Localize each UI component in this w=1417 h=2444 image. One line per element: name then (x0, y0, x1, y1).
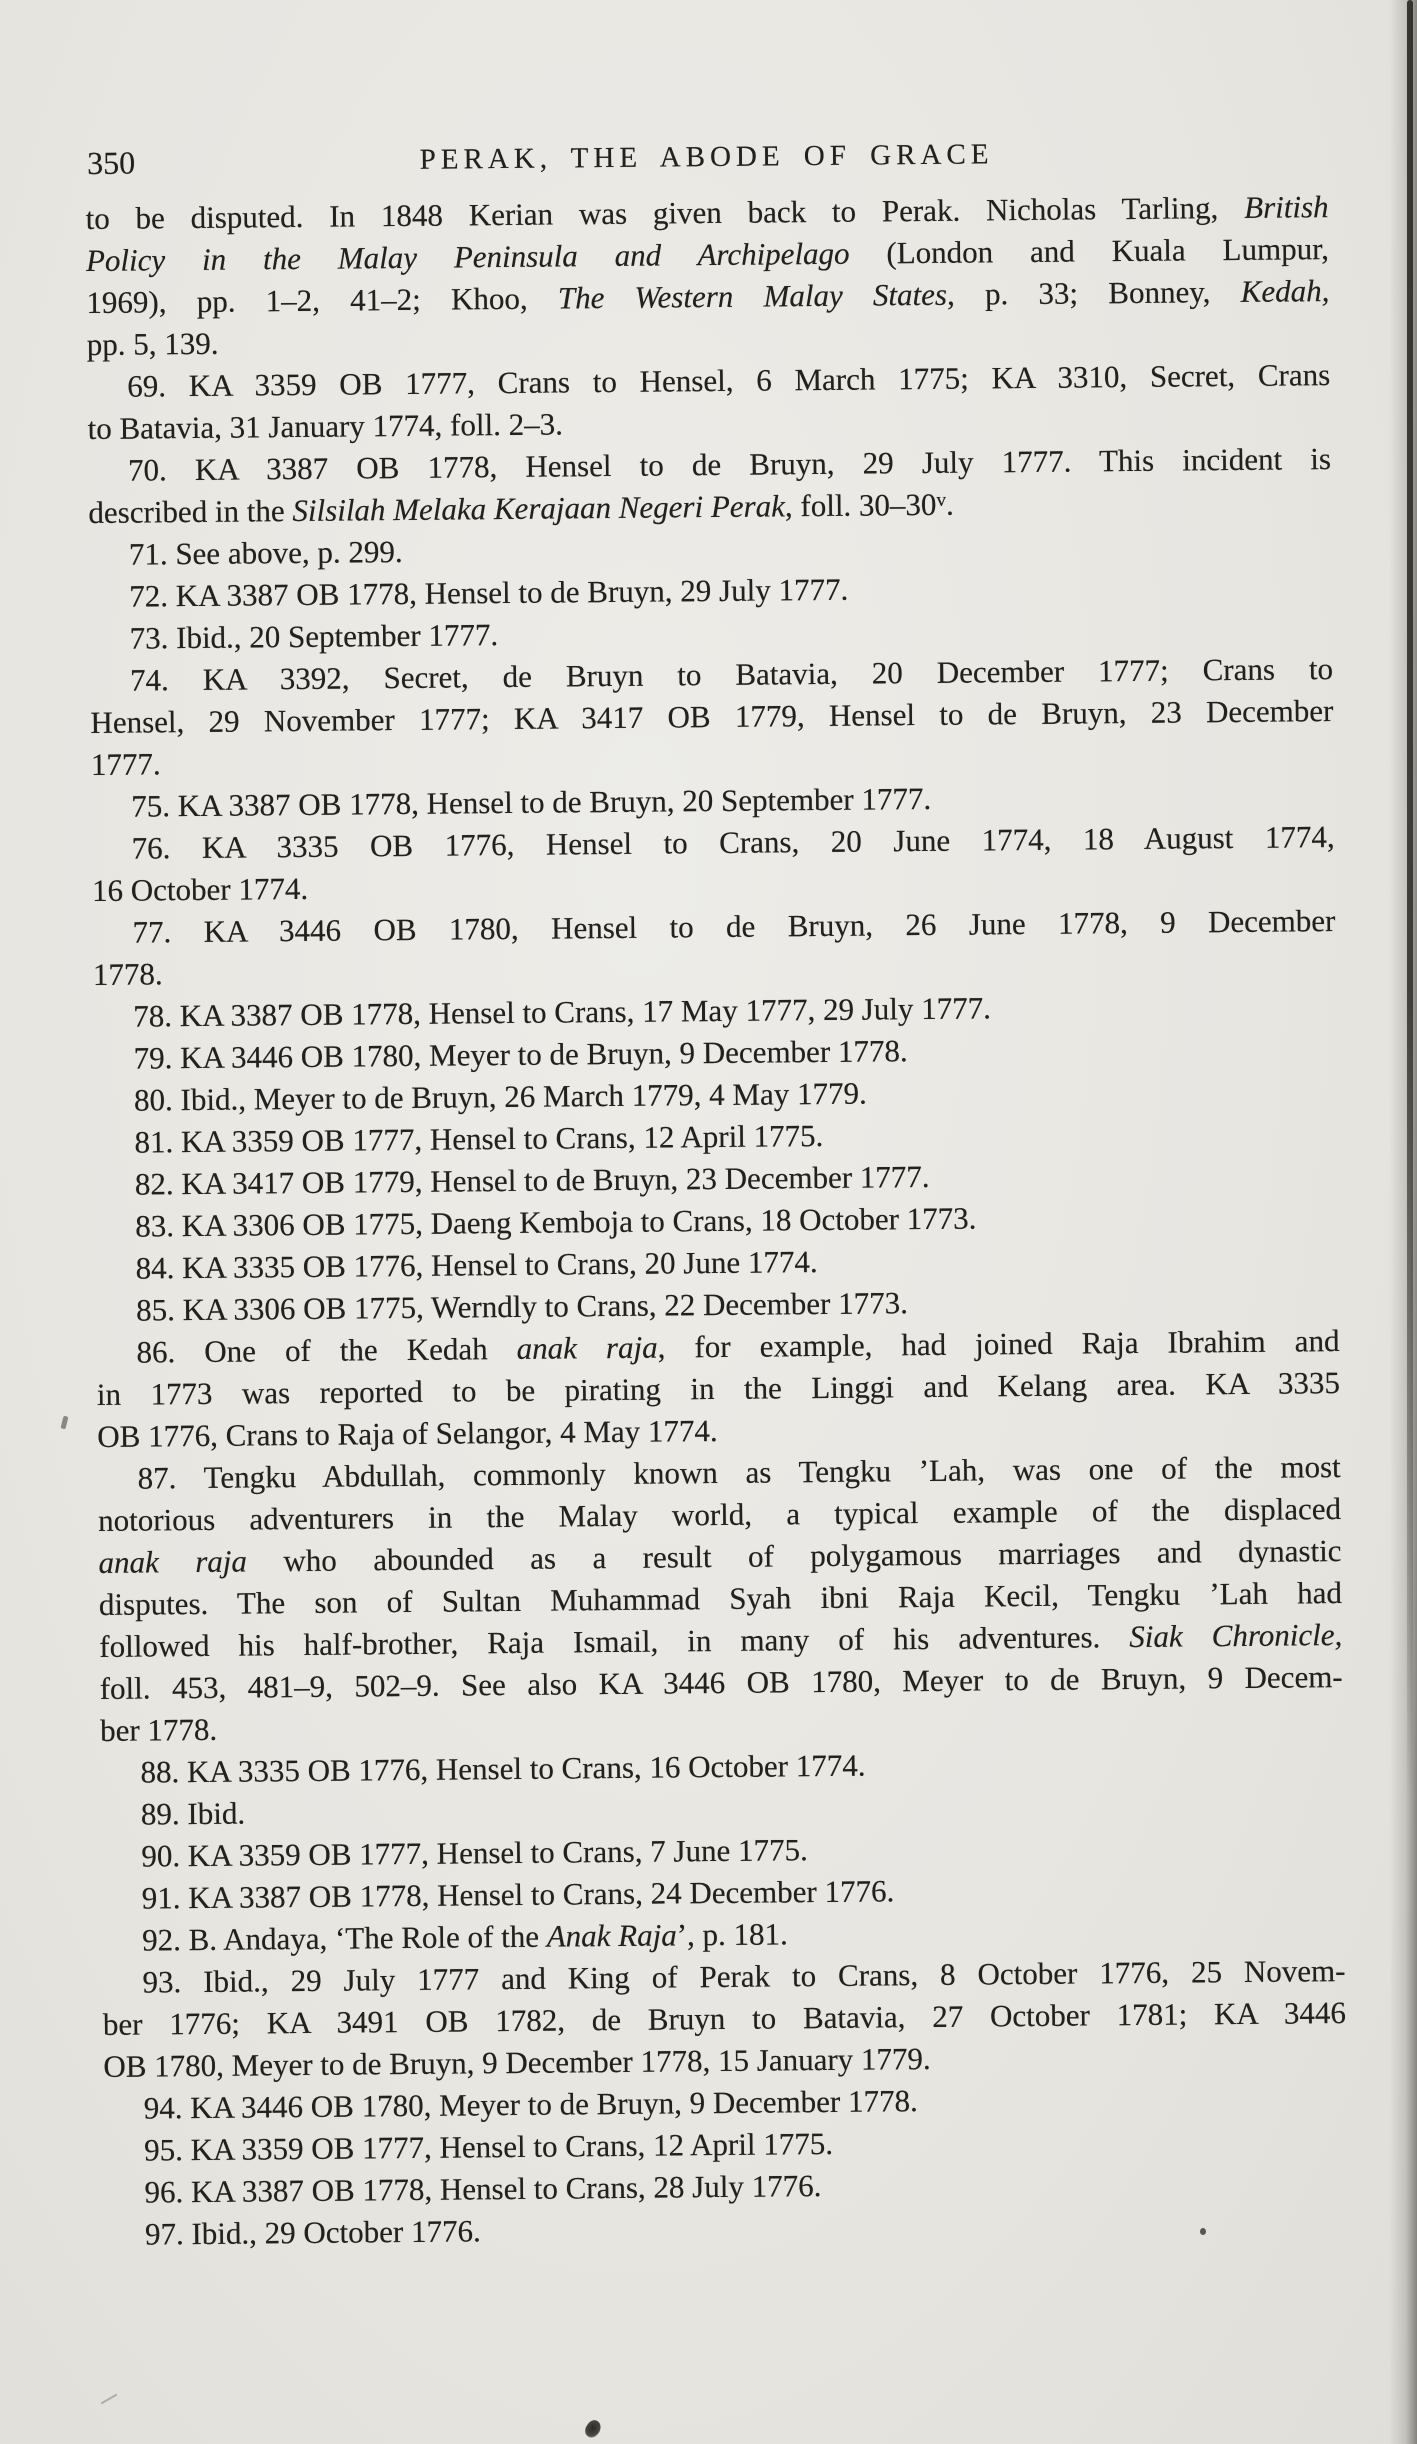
note-line: disputes. The son of Sultan Muhammad Syah ibni Raja Kecil, Tengku ’Lah had (98, 1575, 1343, 1622)
page-content (85, 130, 1348, 2256)
note-paragraph (92, 900, 1336, 996)
running-title: PERAK, THE ABODE OF GRACE (419, 138, 994, 176)
note-line: 89. Ibid. (140, 1795, 246, 1832)
note-line: 70. KA 3387 OB 1778, Hensel to de Bruyn, 29 July 1777. This incident is (127, 441, 1332, 488)
note-line: 97. Ibid., 29 October 1776. (144, 2213, 481, 2252)
note-line: 69. KA 3359 OB 1777, Crans to Hensel, 6 March 1775; KA 3310, Secret, Crans (127, 357, 1331, 404)
note-line: 74. KA 3392, Secret, de Bruyn to Batavia, 20 December 1777; Crans to (129, 651, 1334, 698)
ink-speck (61, 1416, 69, 1430)
note-paragraph (96, 1320, 1340, 1458)
notes-list (85, 186, 1348, 2256)
note-line: 72. KA 3387 OB 1778, Hensel to de Bruyn, 29 July 1777. (129, 571, 849, 614)
note-line: 92. B. Andaya, ‘The Role of the Anak Raja’, p. 181. (141, 1916, 789, 1958)
note-line: 16 October 1774. (91, 870, 309, 908)
note-line: 96. KA 3387 OB 1778, Hensel to Crans, 28 July 1776. (144, 2168, 822, 2210)
note-line: 71. See above, p. 299. (128, 533, 403, 572)
note-line: to be disputed. In 1848 Kerian was given back to Perak. Nicholas Tarling, British (85, 189, 1329, 237)
note-line: OB 1780, Meyer to de Bruyn, 9 December 1778, 15 January 1779. (103, 2040, 931, 2084)
note-line: ber 1776; KA 3491 OB 1782, de Bruyn to Batavia, 27 October 1781; KA 3446 (102, 1994, 1347, 2042)
note-line: 86. One of the Kedah anak raja, for example, had joined Raja Ibrahim and (136, 1323, 1340, 1370)
note-line: 91. KA 3387 OB 1778, Hensel to Crans, 24 December 1776. (141, 1873, 895, 1916)
note-line: 73. Ibid., 20 September 1777. (129, 617, 499, 656)
note-line: 94. KA 3446 OB 1780, Meyer to de Bruyn, 9 December 1778. (143, 2083, 918, 2126)
note-paragraph (85, 186, 1330, 366)
note-paragraph (88, 438, 1332, 534)
note-line: anak raja who abounded as a result of polygamous marriages and dynastic (98, 1533, 1342, 1580)
note-line: 75. KA 3387 OB 1778, Hensel to de Bruyn, 20 September 1777. (131, 780, 932, 824)
page-edge-line (1407, 0, 1413, 1800)
note-line: 1969), pp. 1–2, 41–2; Khoo, The Western Malay States, p. 33; Bonney, Kedah, (86, 273, 1330, 321)
note-line: Policy in the Malay Peninsula and Archipelago (London and Kuala Lumpur, (85, 231, 1330, 279)
note-line: to Batavia, 31 January 1774, foll. 2–3. (87, 406, 564, 447)
note-line: 84. KA 3335 OB 1776, Hensel to Crans, 20 June 1774. (135, 1244, 818, 1286)
note-line: ber 1778. (99, 1711, 218, 1748)
note-line: 80. Ibid., Meyer to de Bruyn, 26 March 1779, 4 May 1779. (133, 1075, 867, 1118)
note-line: followed his half-brother, Raja Ismail, in many of his adventures. Siak Chronicle, (99, 1617, 1343, 1664)
note-paragraph (102, 1950, 1346, 2088)
note-line: 85. KA 3306 OB 1775, Werndly to Crans, 22 December 1773. (135, 1285, 909, 1328)
note-line: 1777. (90, 746, 161, 782)
note-line: 88. KA 3335 OB 1776, Hensel to Crans, 16 October 1774. (140, 1747, 866, 1790)
note-line: 87. Tengku Abdullah, commonly known as Tengku ’Lah, was one of the most (137, 1449, 1341, 1496)
note-line: 83. KA 3306 OB 1775, Daeng Kemboja to Crans, 18 October 1773. (135, 1200, 977, 1244)
note-line: 93. Ibid., 29 July 1777 and King of Perak to Crans, 8 October 1776, 25 Novem- (142, 1952, 1346, 2000)
note-paragraph (87, 354, 1331, 450)
note-line: 81. KA 3359 OB 1777, Hensel to Crans, 12 April 1775. (134, 1117, 824, 1160)
note-paragraph (91, 816, 1335, 912)
note-line: Hensel, 29 November 1777; KA 3417 OB 1779, Hensel to de Bruyn, 23 December (90, 693, 1334, 740)
note-line: 77. KA 3446 OB 1780, Hensel to de Bruyn, 26 June 1778, 9 December (132, 903, 1336, 950)
page-edge-shadow (1389, 0, 1417, 2444)
note-line: in 1773 was reported to be pirating in the Linggi and Kelang area. KA 3335 (96, 1365, 1341, 1412)
ink-speck (582, 2418, 604, 2441)
note-line: OB 1776, Crans to Raja of Selangor, 4 May 1774. (97, 1413, 718, 1454)
note-line: 1778. (92, 956, 163, 992)
note-line: 82. KA 3417 OB 1779, Hensel to de Bruyn, 23 December 1777. (134, 1158, 930, 1202)
note-line: 76. KA 3335 OB 1776, Hensel to Crans, 20 June 1774, 18 August 1774, (131, 819, 1335, 866)
note-line: 78. KA 3387 OB 1778, Hensel to Crans, 17 May 1777, 29 July 1777. (133, 990, 992, 1034)
note-line: described in the Silsilah Melaka Kerajaan Negeri Perak, foll. 30–30$^v$. (88, 486, 954, 530)
note-line: pp. 5, 139. (86, 325, 219, 363)
scan-scratch (101, 2394, 118, 2405)
note-line: 95. KA 3359 OB 1777, Hensel to Crans, 12 April 1775. (143, 2125, 834, 2168)
note-line: foll. 453, 481–9, 502–9. See also KA 3446 OB 1780, Meyer to de Bruyn, 9 Decem- (99, 1659, 1343, 1706)
note-line: 79. KA 3446 OB 1780, Meyer to de Bruyn, 9 December 1778. (133, 1033, 908, 1076)
page-header (85, 130, 1328, 184)
note-line: 90. KA 3359 OB 1777, Hensel to Crans, 7 June 1775. (141, 1832, 808, 1874)
page-number: 350 (86, 144, 136, 181)
note-paragraph (98, 1446, 1344, 1752)
note-line: notorious adventurers in the Malay world, a typical example of the displaced (97, 1491, 1342, 1538)
note-paragraph (90, 648, 1334, 786)
